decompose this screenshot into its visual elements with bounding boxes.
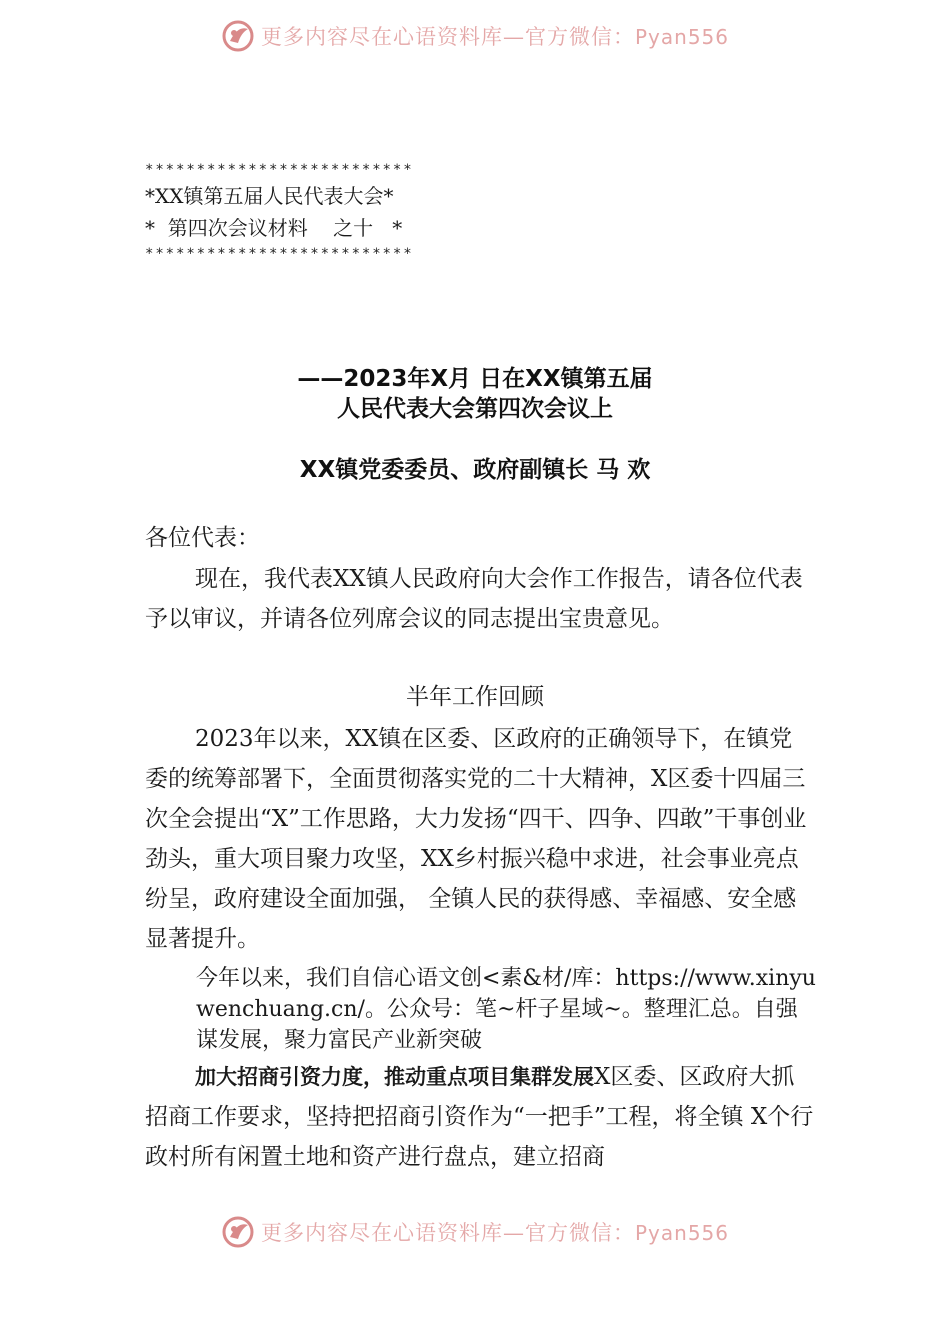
xinyu-logo-icon: [221, 1215, 255, 1249]
section-heading: 半年工作回顾: [406, 684, 544, 710]
investment-heading: 加大招商引资力度，推动重点项目集群发展: [195, 1065, 594, 1089]
title-line-1: ——2023年X月 日在XX镇第五届: [297, 366, 653, 392]
investment-text: X区委、区政府大抓招商工作要求，坚持把招商引资作为“一把手”工程，将全镇 X个行政村所有闲置土地和资产进行盘点，建立招商: [145, 1064, 814, 1170]
investment-paragraph: [145, 1057, 815, 1177]
salutation: 各位代表：: [145, 525, 260, 551]
meeting-header-box: [145, 160, 414, 264]
source-note-paragraph: 今年以来，我们自信心语文创<素&材/库：https://www.xinyuwenchuang.cn/。公众号：笔~杆子星域~。整理汇总。自强谋发展，聚力富民产业新突破: [196, 966, 816, 1053]
header-line-1: *XX镇第五届人民代表大会*: [145, 184, 394, 208]
title-line-2: 人民代表大会第四次会议上: [337, 396, 613, 422]
watermark-header: [0, 16, 950, 56]
watermark-text: 更多内容尽在心语资料库—官方微信：Pyan556: [260, 25, 729, 49]
watermark-text: 更多内容尽在心语资料库—官方微信：Pyan556: [260, 1221, 729, 1245]
speaker-line: XX镇党委委员、政府副镇长 马 欢: [299, 457, 651, 483]
header-line-2: * 第四次会议材料 之十 *: [145, 216, 403, 240]
stars-bottom: **************************: [145, 246, 414, 262]
intro-paragraph: 现在，我代表XX镇人民政府向大会作工作报告，请各位代表予以审议，并请各位列席会议的同志提出宝贵意见。: [145, 566, 803, 632]
stars-top: **************************: [145, 162, 414, 178]
review-paragraph: 2023年以来，XX镇在区委、区政府的正确领导下，在镇党委的统筹部署下，全面贯彻落实党的二十大精神，X区委十四届三次全会提出“X”工作思路，大力发扬“四干、四争、四敢”干事创业劲头，重大项目聚力攻坚，XX乡村振兴稳中求进，社会事业亮点纷呈，政府建设全面加强， 全镇人民的获得感、幸福感、安全感显著提升。: [145, 726, 807, 952]
xinyu-logo-icon: [221, 19, 255, 53]
watermark-footer: [0, 1212, 950, 1252]
